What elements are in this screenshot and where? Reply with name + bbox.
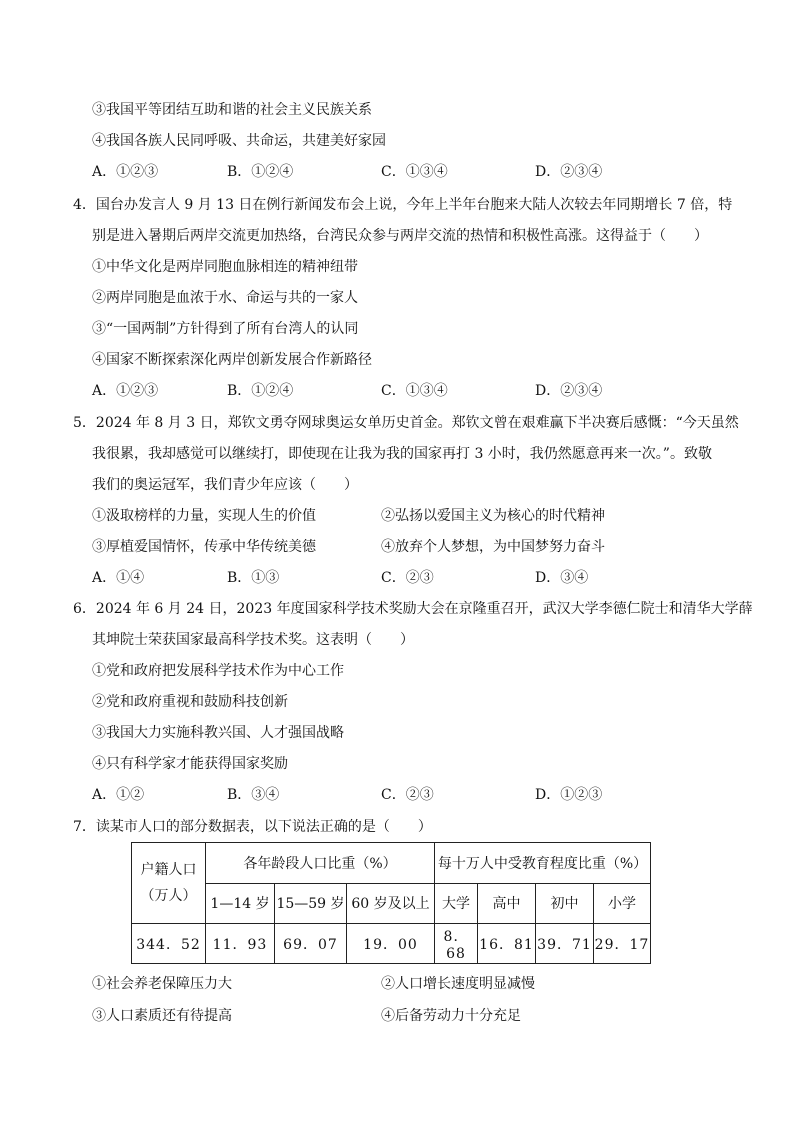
table-row [132, 924, 651, 964]
q5-item-3: ③厚植爱国情怀，传承中华传统美德 [92, 539, 316, 555]
q7-item-4: ④后备劳动力十分充足 [381, 1008, 521, 1024]
q5-option-b: B．①③ [227, 570, 280, 586]
q6-stem-line2: 其坤院士荣获国家最高科学技术奖。这表明（ ） [92, 632, 414, 648]
q5-stem-line2: 我很累，我却感觉可以继续打，即使现在让我为我的国家再打 3 小时，我仍然愿意再来一次。”。致敬 [92, 446, 712, 462]
q7-item-2: ②人口增长速度明显减慢 [381, 976, 535, 992]
q5-option-c: C．②③ [381, 570, 434, 586]
q6-item-3: ③我国大力实施科教兴国、人才强国战略 [92, 725, 344, 741]
q5-option-a: A．①④ [92, 570, 145, 586]
q5-item-4: ④放弃个人梦想，为中国梦努力奋斗 [381, 539, 605, 555]
header-age-1-14: 1—14 岁 [206, 883, 275, 924]
q4-stem-line1: 4．国台办发言人 9 月 13 日在例行新闻发布会上说，今年上半年台胞来大陆人次较去年同期增长 7 倍，特 [73, 197, 733, 213]
q6-item-1: ①党和政府把发展科学技术作为中心工作 [92, 663, 344, 679]
q4-option-b: B．①②④ [227, 383, 294, 399]
q6-option-b: B．③④ [227, 787, 280, 803]
header-line-2: （万人） [140, 888, 197, 904]
cell-registered-population: 344．52 [132, 924, 206, 964]
q3-option-c: C．①③④ [381, 164, 448, 180]
header-age-15-59: 15—59 岁 [275, 883, 347, 924]
q5-item-2: ②弘扬以爱国主义为核心的时代精神 [381, 508, 605, 524]
q7-item-1: ①社会养老保障压力大 [92, 976, 232, 992]
cell-primary-school: 29．17 [594, 924, 651, 964]
q7-stem: 7．读某市人口的部分数据表，以下说法正确的是（ ） [73, 819, 432, 835]
q6-option-c: C．②③ [381, 787, 434, 803]
header-middle-school: 初中 [536, 883, 594, 924]
cell-age-1-14: 11．93 [206, 924, 275, 964]
header-age-60-plus: 60 岁及以上 [347, 883, 435, 924]
header-line-1: 户籍人口 [140, 862, 197, 878]
q4-item-2: ②两岸同胞是血浓于水、命运与共的一家人 [92, 290, 358, 306]
q6-stem-line1: 6．2024 年 6 月 24 日，2023 年度国家科学技术奖励大会在京隆重召开，武汉大学李德仁院士和清华大学薛 [73, 601, 753, 617]
q3-option-b: B．①②④ [227, 164, 294, 180]
table-header-row [132, 843, 651, 884]
q4-stem-line2: 别是进入暑期后两岸交流更加热络，台湾民众参与两岸交流的热情和积极性高涨。这得益于（ ） [92, 228, 708, 244]
header-registered-population [132, 843, 206, 924]
q4-item-1: ①中华文化是两岸同胞血脉相连的精神纽带 [92, 259, 358, 275]
cell-age-60-plus: 19．00 [347, 924, 435, 964]
q4-option-d: D．②③④ [535, 383, 603, 399]
q5-item-1: ①汲取榜样的力量，实现人生的价值 [92, 508, 316, 524]
q4-item-3: ③“一国两制”方针得到了所有台湾人的认同 [92, 321, 359, 337]
header-education-group: 每十万人中受教育程度比重（%） [435, 843, 651, 884]
q6-option-d: D．①②③ [535, 787, 603, 803]
header-university: 大学 [435, 883, 478, 924]
q3-option-d: D．②③④ [535, 164, 603, 180]
q5-option-d: D．③④ [535, 570, 589, 586]
q4-item-4: ④国家不断探索深化两岸创新发展合作新路径 [92, 352, 372, 368]
q3-item-4: ④我国各族人民同呼吸、共命运，共建美好家园 [92, 133, 386, 149]
q6-option-a: A．①② [92, 787, 145, 803]
q5-stem-line1: 5．2024 年 8 月 3 日，郑钦文勇夺网球奥运女单历史首金。郑钦文曾在艰难赢下半决赛后感慨：“今天虽然 [73, 415, 739, 431]
cell-middle-school: 39．71 [536, 924, 594, 964]
header-age-group: 各年龄段人口比重（%） [206, 843, 435, 884]
table-subheader-row [132, 883, 651, 924]
cell-age-15-59: 69．07 [275, 924, 347, 964]
q6-item-2: ②党和政府重视和鼓励科技创新 [92, 694, 288, 710]
population-table [131, 842, 651, 964]
header-high-school: 高中 [478, 883, 536, 924]
q5-stem-line3: 我们的奥运冠军，我们青少年应该（ ） [92, 477, 358, 493]
q4-option-a: A．①②③ [92, 383, 159, 399]
q3-item-3: ③我国平等团结互助和谐的社会主义民族关系 [92, 102, 372, 118]
q3-option-a: A．①②③ [92, 164, 159, 180]
header-primary-school: 小学 [594, 883, 651, 924]
cell-high-school: 16．81 [478, 924, 536, 964]
q7-item-3: ③人口素质还有待提高 [92, 1008, 232, 1024]
cell-university: 8．68 [435, 924, 478, 964]
q6-item-4: ④只有科学家才能获得国家奖励 [92, 756, 288, 772]
q4-option-c: C．①③④ [381, 383, 448, 399]
